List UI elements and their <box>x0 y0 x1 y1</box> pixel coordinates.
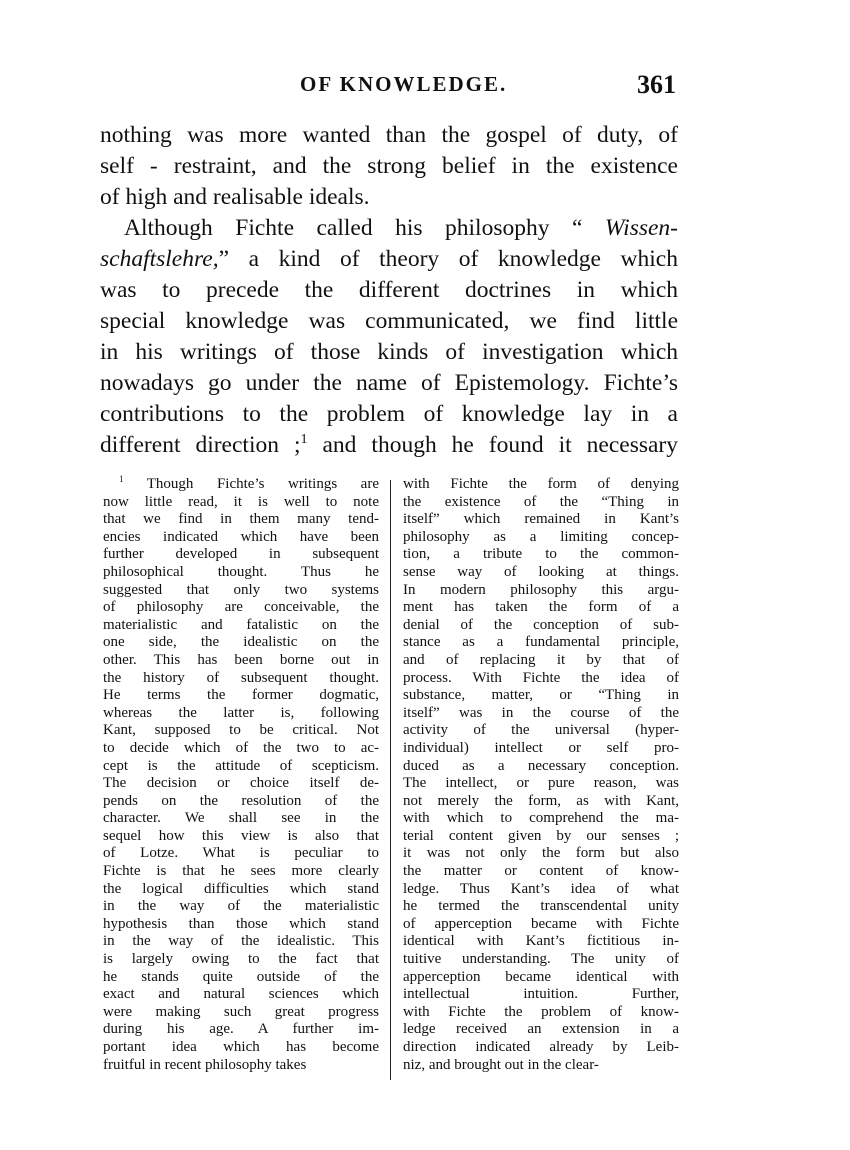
text-line: nothing was more wanted than the gospel of duty, of <box>100 122 678 148</box>
footnote-line: The decision or choice itself de- <box>103 775 379 792</box>
page-number: 361 <box>637 70 676 99</box>
footnote-line: itself” was in the course of the <box>403 704 679 721</box>
footnote-line: he stands quite outside of the <box>103 968 379 985</box>
footnote-line: Kant, supposed to be critical. Not <box>103 722 379 739</box>
footnote-line: He terms the former dogmatic, <box>103 687 379 704</box>
footnote-line: hypothesis than those which stand <box>103 915 379 932</box>
footnote-line: apperception became identical with <box>403 968 679 985</box>
italic-term: Wissen- <box>604 215 678 241</box>
footnote-line: pends on the resolution of the <box>103 792 379 809</box>
footnote-line: identical with Kant’s fictitious in- <box>403 933 679 950</box>
text-span: and though he found it necessary <box>307 432 678 458</box>
footnote-line: ledge received an extension in a <box>403 1021 679 1038</box>
text-line <box>100 244 678 275</box>
footnote-line: and of replacing it by that of <box>403 651 679 668</box>
footnote-line: cept is the attitude of scepticism. <box>103 757 379 774</box>
column-divider <box>390 480 391 1080</box>
footnote-line: the existence of the “Thing in <box>403 493 679 510</box>
footnote-line: materialistic and fatalistic on the <box>103 616 379 633</box>
footnote-reference: 1 <box>300 431 308 448</box>
footnote-line: niz, and brought out in the clear- <box>403 1056 599 1073</box>
page-header <box>100 70 680 104</box>
main-text <box>100 120 678 461</box>
footnote-line: sense way of looking at things. <box>403 563 679 580</box>
text-line: nowadays go under the name of Epistemology. Fichte’s <box>100 370 678 396</box>
footnote-line: the logical difficulties which stand <box>103 880 379 897</box>
footnote-line: denial of the conception of sub- <box>403 616 679 633</box>
text-line: self - restraint, and the strong belief in the existence <box>100 153 678 179</box>
italic-term: schaftslehre, <box>100 246 219 272</box>
footnote-line: in the way of the materialistic <box>103 898 379 915</box>
text-span: ” a kind of theory of knowledge which <box>218 246 678 272</box>
footnote-line: now little read, it is well to note <box>103 493 379 510</box>
text-line: in his writings of those kinds of investigation which <box>100 339 678 365</box>
footnote-line: of Lotze. What is peculiar to <box>103 845 379 862</box>
footnote-line: of philosophy are conceivable, the <box>103 599 379 616</box>
footnote-line: portant idea which has become <box>103 1039 379 1055</box>
footnote-line: encies indicated which have been <box>103 528 379 545</box>
footnote-line: Fichte is that he sees more clearly <box>103 863 379 880</box>
text-line: special knowledge was communicated, we find little <box>100 308 678 334</box>
footnote-line: further developed in subsequent <box>103 546 379 563</box>
footnote-line: fruitful in recent philosophy takes <box>103 1056 307 1073</box>
footnote-line: substance, matter, or “Thing in <box>403 687 679 704</box>
footnote-line: philosophical thought. Thus he <box>103 563 379 580</box>
footnote-text: Though Fichte’s writings are <box>123 476 379 492</box>
footnote-line: tion, a tribute to the common- <box>403 546 679 563</box>
footnote-line: it was not only the form but also <box>403 845 679 862</box>
footnote-line <box>103 476 379 494</box>
footnote-line: duced as a necessary conception. <box>403 757 679 774</box>
footnote-line: individual) intellect or self pro- <box>403 739 679 756</box>
footnote-line: stance as a fundamental principle, <box>403 634 679 651</box>
running-head: OF KNOWLEDGE. <box>300 72 508 96</box>
text-span: different direction ; <box>100 432 301 458</box>
footnote-line: ment has taken the form of a <box>403 599 679 616</box>
footnote-line: one side, the idealistic on the <box>103 634 379 651</box>
footnote-line: terial content given by our senses ; <box>403 827 679 844</box>
footnote-line: intellectual intuition. Further, <box>403 986 679 1003</box>
footnote-line: suggested that only two systems <box>103 581 379 598</box>
footnote-line: other. This has been borne out in <box>103 651 379 668</box>
footnote-line: activity of the universal (hyper- <box>403 722 679 739</box>
footnote-left-column <box>103 476 379 1074</box>
footnote-line: In modern philosophy this argu- <box>403 581 679 598</box>
footnote-line: in the way of the idealistic. This <box>103 933 379 950</box>
text-line: of high and realisable ideals. <box>100 184 370 210</box>
text-line: was to precede the different doctrines in which <box>100 277 678 303</box>
footnote-line: of apperception became with Fichte <box>403 915 679 932</box>
footnote-right-column <box>403 476 679 1074</box>
footnote-line: whereas the latter is, following <box>103 704 379 721</box>
text-line <box>100 430 678 461</box>
footnote-line: is largely owing to the fact that <box>103 951 379 968</box>
footnote-line: philosophy as a limiting concep- <box>403 528 679 545</box>
text-line <box>100 213 678 244</box>
footnote-line: sequel how this view is also that <box>103 827 379 844</box>
footnote-mark: 1 <box>119 474 124 484</box>
footnote-line: with which to comprehend the ma- <box>403 810 679 827</box>
footnote-line: character. We shall see in the <box>103 810 379 827</box>
footnote-line: were making such great progress <box>103 1003 379 1020</box>
text-line: contributions to the problem of knowledge lay in a <box>100 401 678 427</box>
footnote-line: the history of subsequent thought. <box>103 669 379 686</box>
footnote-line: with Fichte the problem of know- <box>403 1003 679 1020</box>
footnote-line: that we find in them many tend- <box>103 511 379 528</box>
footnote-line: exact and natural sciences which <box>103 986 379 1003</box>
footnote-line: tuitive understanding. The unity of <box>403 951 679 968</box>
footnote-section <box>100 476 680 1086</box>
footnote-line: direction indicated already by Leib- <box>403 1039 679 1055</box>
footnote-line: itself” which remained in Kant’s <box>403 511 679 528</box>
footnote-line: during his age. A further im- <box>103 1021 379 1038</box>
text-span: Although Fichte called his philosophy “ <box>124 215 605 241</box>
footnote-line: process. With Fichte the idea of <box>403 669 679 686</box>
footnote-line: the matter or content of know- <box>403 863 679 880</box>
footnote-line: not merely the form, as with Kant, <box>403 792 679 809</box>
footnote-line: ledge. Thus Kant’s idea of what <box>403 880 679 897</box>
footnote-line: he termed the transcendental unity <box>403 898 679 915</box>
footnote-line: The intellect, or pure reason, was <box>403 775 679 792</box>
footnote-line: with Fichte the form of denying <box>403 476 679 492</box>
footnote-line: to decide which of the two to ac- <box>103 739 379 756</box>
